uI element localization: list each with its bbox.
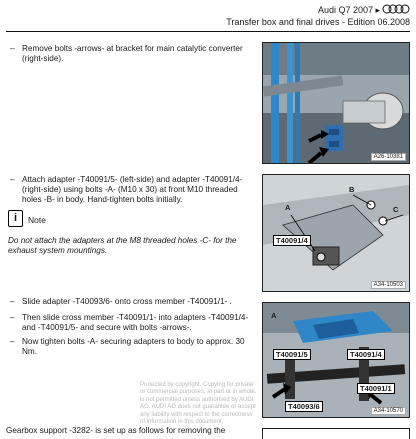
step-text: Slide adapter -T40093/6- onto cross member -T40091/1- .: [22, 297, 232, 306]
info-icon: i: [8, 210, 23, 227]
footer-text: Gearbox support -3282- is set up as follows for removing the: [6, 426, 226, 435]
step-text: Now tighten bolts -A- securing adapters to body to approx. 30 Nm.: [22, 337, 245, 357]
figure-catalytic-bracket: [262, 42, 410, 164]
figure-tool-tag: T40091/4: [347, 349, 385, 360]
step-dash: –: [10, 337, 15, 346]
figure-tool-tag: T40091/1: [357, 383, 395, 394]
header-title: Audi Q7 2007 ▸: [317, 5, 380, 15]
note-label: Note: [28, 215, 46, 225]
note-text: Do not attach the adapters at the M8 threaded holes -C- for the exhaust system mountings.: [8, 236, 237, 256]
copyright-watermark: Protected by copyright. Copying for private or commercial purposes, in part or in whole, is not permitted unless authorised by AUDI AG. AUDI AG does not guarantee or accept any liability with respect to the correctness of information in this document.: [140, 382, 257, 426]
figure-code: A34-10570: [371, 407, 406, 415]
step-dash: –: [10, 297, 15, 306]
figure-illustration: [263, 175, 409, 291]
step-dash: –: [10, 175, 15, 184]
step-text: Attach adapter -T40091/5- (left-side) and adapter -T40091/4- (right-side) using bolts -A- (M10 x 30) at front M10 threaded holes -B- in body. Hand-tighten bolts initially.: [22, 175, 243, 205]
figure-tool-tag: T40093/6: [285, 401, 323, 412]
step-text: Remove bolts -arrows- at bracket for main catalytic converter (right-side).: [22, 44, 243, 64]
figure-illustration: [263, 303, 409, 417]
step-dash: –: [10, 44, 15, 53]
figure-label: A: [271, 311, 277, 320]
figure-tool-tag: T40091/5: [273, 349, 311, 360]
figure-label: C: [393, 205, 399, 214]
next-figure-frame: [262, 428, 410, 439]
audi-rings-logo: [382, 4, 410, 14]
figure-label: A: [285, 203, 291, 212]
figure-code: A26-10381: [371, 153, 406, 161]
figure-cross-member: [262, 302, 410, 418]
figure-adapter-attachment: [262, 174, 410, 292]
figure-code: A34-10503: [371, 281, 406, 289]
step-text: Then slide cross member -T40091/1- into adapters -T40091/4- and -T40091/5- and secure with bolts -arrows-.: [22, 313, 249, 333]
figure-illustration: [263, 43, 409, 163]
header-subtitle: Transfer box and final drives - Edition 06.2008: [226, 17, 410, 27]
step-dash: –: [10, 313, 15, 322]
figure-label: B: [349, 185, 355, 194]
header-divider: [6, 31, 410, 32]
figure-tool-tag: T40091/4: [273, 235, 311, 246]
